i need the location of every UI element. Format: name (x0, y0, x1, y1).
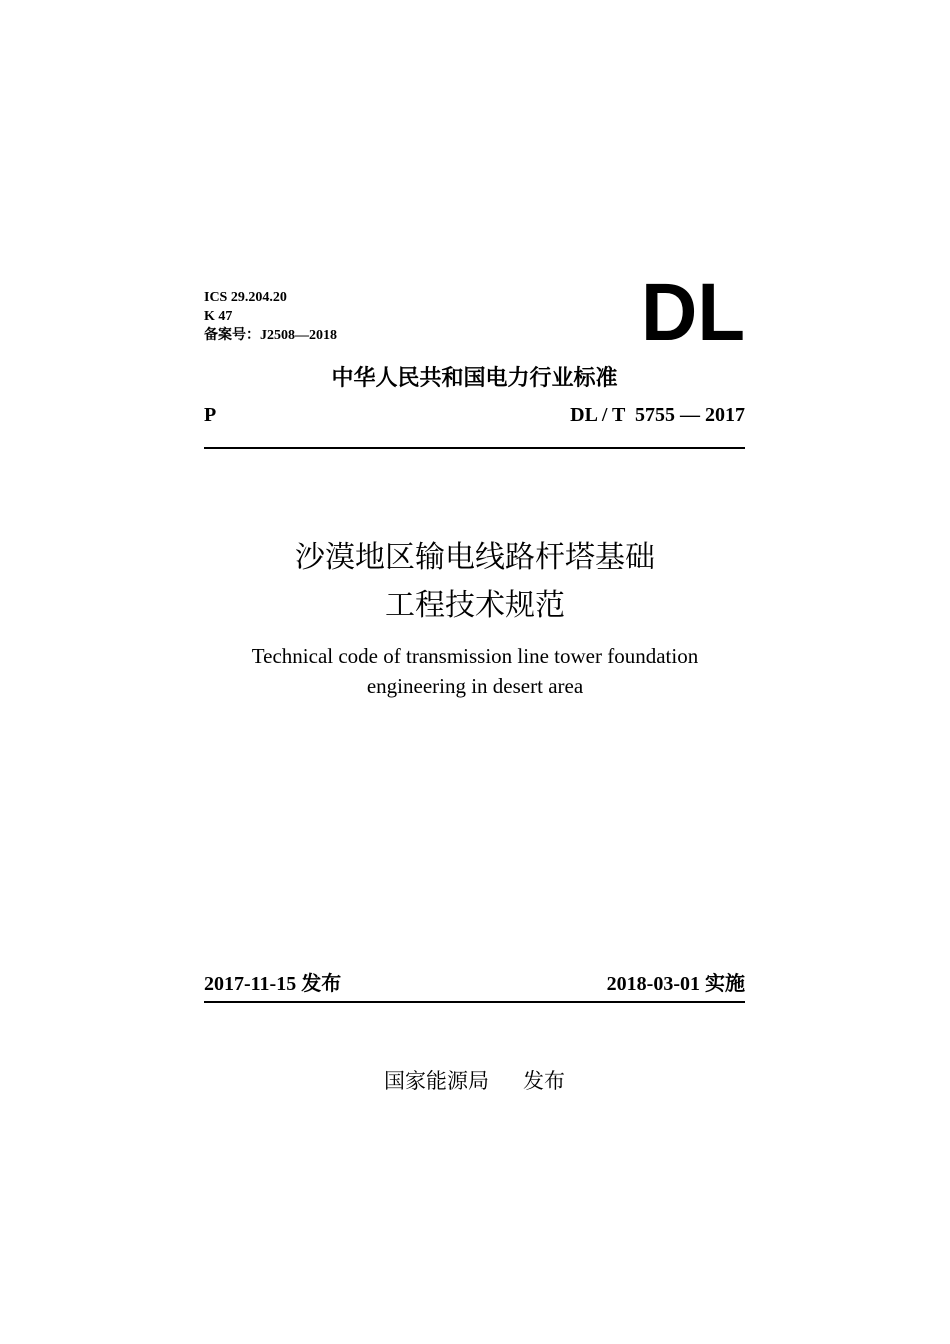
top-divider (204, 447, 745, 449)
effective-date: 2018-03-01 (606, 973, 700, 995)
title-cn-line1: 沙漠地区输电线路杆塔基础 (295, 540, 655, 575)
dl-logo-text: DL (641, 278, 745, 348)
title-en-line2: engineering in desert area (366, 674, 584, 698)
issue-label: 发布 (301, 971, 342, 995)
filing-number: 备案号：J2508—2018 (204, 328, 337, 343)
publisher-label: 发布 (523, 1069, 565, 1093)
publisher-name: 国家能源局 (384, 1069, 489, 1093)
ccs-code: K 47 (204, 309, 233, 324)
issue-date: 2017-11-15 (204, 973, 297, 995)
effective-label: 实施 (705, 971, 745, 995)
national-standard-title: 中华人民共和国电力行业标准 (331, 366, 618, 391)
standard-number: DL / T 5755 — 2017 (570, 404, 745, 426)
title-en-line1: Technical code of transmission line tower foundation (251, 644, 699, 668)
classification-code: P (204, 404, 217, 426)
bottom-divider (204, 1001, 745, 1003)
title-cn-line2: 工程技术规范 (385, 588, 565, 623)
effective-date-block (607, 967, 745, 996)
dl-logo (640, 278, 746, 348)
ics-code: ICS 29.204.20 (204, 290, 287, 305)
publisher-block (204, 1065, 745, 1095)
issue-date-block (204, 967, 341, 996)
